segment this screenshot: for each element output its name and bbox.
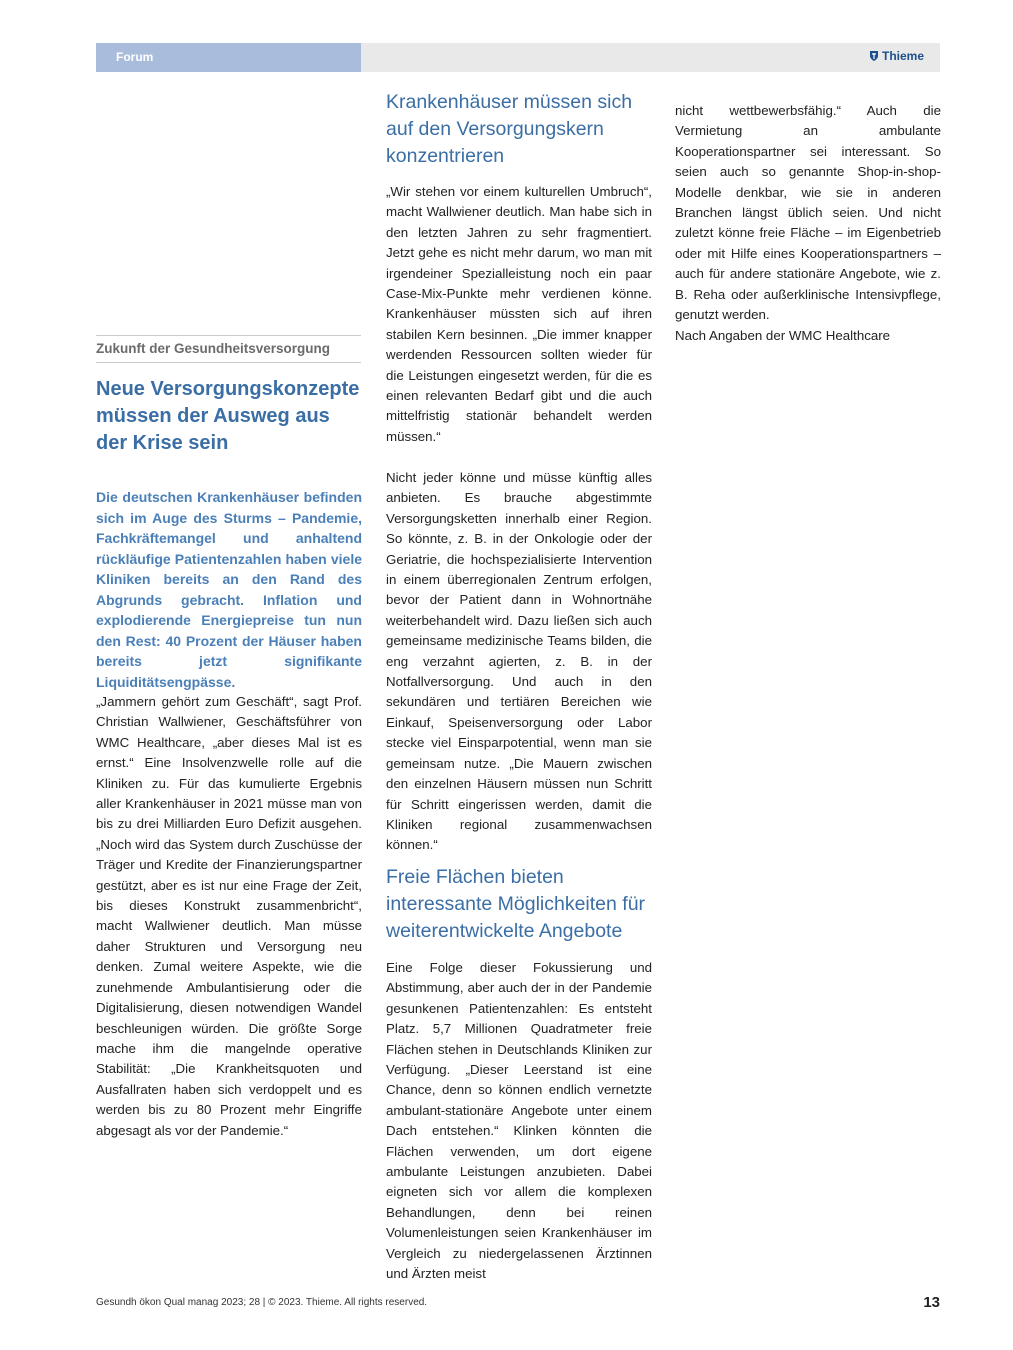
section-label: Forum — [116, 50, 154, 64]
article-kicker: Zukunft der Gesundheitsversorgung — [96, 335, 361, 363]
article-source: Nach Angaben der WMC Healthcare — [675, 328, 891, 343]
body-paragraph-4: Eine Folge dieser Fokussierung und Abstimmung, aber auch der in der Pandemie gesunkenen Patientenzahlen: Es entsteht Platz. 5,7 Millionen Quadratmeter freie Flächen stehen in Deutschlands Kliniken zur Verfügung. „Dieser Leerstand ist eine Chance, denn so können endlich vernetzte ambulant-stationäre Angebote unter einem Dach entstehen.“ Klinken könnten die Flächen verwenden, um dort eigene ambulante Leistungen anzubieten. Dabei eigneten sich vor allem die komplexen Behandlungen, denn bei reinen Volumenleistungen seien Krankenhäuser im Vergleich zu niedergelassenen Ärztinnen und Ärzten meist — [386, 960, 652, 1282]
section-tab — [96, 43, 361, 72]
page-number: 13 — [923, 1294, 940, 1311]
subheading-1: Krankenhäuser müssen sich auf den Versorgungskern konzentrieren — [386, 91, 633, 167]
article-lead: Die deutschen Krankenhäuser befinden sich im Auge des Sturms – Pandemie, Fachkräftemangel und anhaltend rückläufige Patientenzahlen haben viele Kliniken bereits an den Rand des Abgrunds gebracht. Inflation und explodierende Energiepreise tun nun den Rest: 40 Prozent der Häuser haben bereits jetzt signifikante Liquiditätsengpässe. — [96, 489, 362, 690]
body-paragraph-1: „Jammern gehört zum Geschäft“, sagt Prof. Christian Wallwiener, Geschäftsführer von WMC Healthcare, „aber dieses Mal ist es ernst.“ Eine Insolvenzwelle rolle auf die Kliniken zu. Für das kumulierte Ergebnis aller Krankenhäuser in 2021 müsse man von bis zu drei Milliarden Euro Defizit ausgehen. „Noch wird das System durch Zuschüsse der Träger und Kredite der Finanzierungspartner gestützt, aber es ist nur eine Frage der Zeit, bis dieses Konstrukt zusammenbricht“, macht Wallwiener deutlich. Man müsse daher Strukturen und Versorgung neu denken. Zumal weitere Aspekte, wie die zunehmende Ambulantisierung oder die Digitalisierung, diesen notwendigen Wandel beschleunigen würden. Die größte Sorge mache ihm die mangelnde operative Stabilität: „Die Krankheitsquoten und Ausfallraten haben sich verdoppelt und es werden bis zu 80 Prozent mehr Eingriffe abgesagt als vor der Pandemie.“ — [96, 694, 362, 1138]
body-paragraph-2: „Wir stehen vor einem kulturellen Umbruch“, macht Wallwiener deutlich. Man habe sich in den letzten Jahren zu sehr fragmentiert. Jetzt gehe es nicht mehr darum, wo man mit irgendeiner Spezialleistung noch ein paar Case-Mix-Punkte mehr verdienen könne. Krankenhäuser müssten sich auf ihren stabilen Kern besinnen. „Die immer knapper werdenden Ressourcen sollten wieder für die Leistungen eingesetzt werden, für die es einen relevanten Bedarf gibt und die auch mittelfristig stationär behandelt werden müssen.“ — [386, 184, 652, 444]
subheading-2: Freie Flächen bieten interessante Möglichkeiten für weiterentwickelte Angebote — [386, 866, 646, 942]
thieme-shield-icon — [869, 50, 879, 62]
header-bar — [96, 43, 940, 72]
article-title: Neue Versorgungskonzepte müssen der Ausweg aus der Krise sein — [96, 378, 360, 454]
footer-citation: Gesundh ökon Qual manag 2023; 28 | © 2023. Thieme. All rights reserved. — [96, 1297, 428, 1308]
publisher-name: Thieme — [881, 49, 924, 63]
body-paragraph-5: nicht wettbewerbsfähig.“ Auch die Vermietung an ambulante Kooperationspartner sei interessant. So seien auch so genannte Shop-in-shop-Modelle denkbar, wie sie in anderen Branchen längst üblich seien. Und nicht zuletzt könne freie Fläche – im Eigenbetrieb oder mit Hilfe eines Kooperationspartners – auch für andere stationäre Angebote, wie z. B. Reha oder außerklinische Intensivpflege, genutzt werden. — [675, 103, 941, 323]
publisher-logo — [869, 49, 924, 63]
body-paragraph-3: Nicht jeder könne und müsse künftig alles anbieten. Es brauche abgestimmte Versorgungsketten innerhalb einer Region. So könnte, z. B. in der Onkologie oder der Geriatrie, die hochspezialisierte Intervention in einem überregionalen Zentrum erfolgen, bevor der Patient dann in Wohnortnähe weiterbehandelt wird. Dazu ließen sich auch gemeinsame medizinische Teams bilden, die eng verzahnt agierten, z. B. in der Notfallversorgung. Und auch in den sekundären und tertiären Bereichen wie Einkauf, Speisenversorgung oder Labor stecke viel Einsparpotential, wenn man sie gemeinsam nutze. „Die Mauern zwischen den einzelnen Häusern müssen nun Schritt für Schritt eingerissen werden, damit die Kliniken regional zusammenwachsen können.“ — [386, 470, 652, 853]
